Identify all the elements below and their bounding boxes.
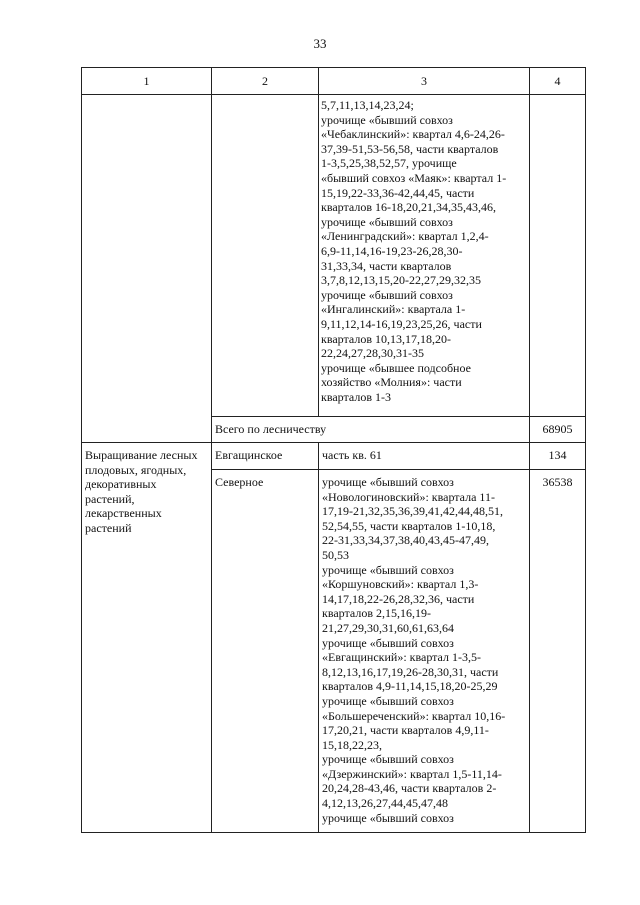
text-line: «Дзержинский»: квартал 1,5-11,14- xyxy=(322,766,502,781)
text-line: урочище «бывший совхоз xyxy=(322,693,454,708)
text-line: «Большереченский»: квартал 10,16- xyxy=(322,708,506,723)
text-line: 3,7,8,12,13,15,20-22,27,29,32,35 xyxy=(321,273,481,288)
section-rule xyxy=(81,442,585,443)
text-line: 9,11,12,14-16,19,23,25,26, части xyxy=(321,316,482,331)
text-line: 17,20,21, части кварталов 4,9,11- xyxy=(322,723,489,738)
text-line: кварталов 1-3 xyxy=(321,389,391,404)
text-line: 31,33,34, части кварталов xyxy=(321,258,452,273)
total-label: Всего по лесничеству xyxy=(215,422,327,436)
north-forestry: Северное xyxy=(215,475,264,489)
text-line: «Евгащинский»: квартал 1-3,5- xyxy=(322,650,481,665)
text-line: кварталов 2,15,16,19- xyxy=(322,606,431,621)
category-label xyxy=(85,448,197,536)
table-border-left xyxy=(81,67,82,833)
text-line: урочище «бывший совхоз xyxy=(321,214,453,229)
text-line: декоративных xyxy=(85,477,157,492)
text-line: урочище «бывший совхоз xyxy=(322,635,454,650)
text-line: кварталов 4,9-11,14,15,18,20-25,29 xyxy=(322,679,498,694)
text-line: урочище «бывший совхоз xyxy=(321,112,453,127)
text-line: плодовых, ягодных, xyxy=(85,462,187,477)
text-line: 50,53 xyxy=(322,547,349,562)
evgash-quarters: часть кв. 61 xyxy=(322,448,382,462)
text-line: кварталов 10,13,17,18,20- xyxy=(321,331,451,346)
north-area: 36538 xyxy=(542,475,573,489)
text-line: 21,27,29,30,31,60,61,63,64 xyxy=(322,620,454,635)
upper-row-quarters xyxy=(321,98,506,404)
col-divider-2-lower xyxy=(318,442,319,833)
text-line: 5,7,11,13,14,23,24; xyxy=(321,98,414,112)
text-line: 4,12,13,26,27,44,45,47,48 xyxy=(322,796,448,811)
text-line: растений xyxy=(85,520,132,535)
text-line: 6,9-11,14,16-19,23-26,28,30- xyxy=(321,243,463,258)
table-border-top xyxy=(81,67,585,68)
text-line: 20,24,28-43,46, части кварталов 2- xyxy=(322,781,497,796)
text-line: «Ленинградский»: квартал 1,2,4- xyxy=(321,229,489,244)
text-line: хозяйство «Молния»: части xyxy=(321,375,462,390)
text-line: 52,54,55, части кварталов 1-10,18, xyxy=(322,518,496,533)
text-line: 17,19-21,32,35,36,39,41,42,44,48,51, xyxy=(322,504,503,519)
text-line: 8,12,13,16,17,19,26-28,30,31, части xyxy=(322,664,499,679)
text-line: кварталов 16-18,20,21,34,35,43,46, xyxy=(321,200,496,215)
evgash-area: 134 xyxy=(548,448,567,462)
text-line: «Чебаклинский»: квартал 4,6-24,26- xyxy=(321,127,505,142)
col-divider-2-upper xyxy=(318,67,319,417)
table-border-bottom xyxy=(81,832,585,833)
text-line: 22-31,33,34,37,38,40,43,45-47,49, xyxy=(322,533,489,548)
header-col-4: 4 xyxy=(554,74,561,88)
total-value: 68905 xyxy=(542,422,573,436)
north-quarters xyxy=(322,475,505,825)
header-col-2: 2 xyxy=(262,74,268,88)
text-line: 37,39-51,53-56,58, части кварталов xyxy=(321,141,499,156)
text-line: 14,17,18,22-26,28,32,36, части xyxy=(322,591,475,606)
text-line: «Ингалинский»: квартала 1- xyxy=(321,302,466,317)
header-bottom-rule xyxy=(81,94,585,95)
text-line: лекарственных xyxy=(85,506,162,521)
text-line: урочище «бывший совхоз xyxy=(322,562,454,577)
text-line: урочище «бывший совхоз xyxy=(322,752,454,767)
text-line: «Коршуновский»: квартал 1,3- xyxy=(322,577,479,592)
text-line: 22,24,27,28,30,31-35 xyxy=(321,346,424,361)
text-line: урочище «бывшее подсобное xyxy=(321,360,471,375)
header-col-1: 1 xyxy=(143,74,150,88)
text-line: урочище «бывший совхоз xyxy=(321,287,453,302)
text-line: «Новологиновский»: квартала 11- xyxy=(322,489,495,504)
page-number: 33 xyxy=(313,36,327,51)
text-line: 1-3,5,25,38,52,57, урочище xyxy=(321,156,457,171)
text-line: 15,19,22-33,36-42,44,45, части xyxy=(321,185,475,200)
evgash-forestry: Евгащинское xyxy=(215,448,283,462)
text-line: Выращивание лесных xyxy=(85,448,198,462)
text-line: «бывший совхоз «Маяк»: квартал 1- xyxy=(321,170,507,185)
text-line: 15,18,22,23, xyxy=(322,737,382,752)
table-border-right xyxy=(585,67,586,833)
col-divider-1 xyxy=(211,67,212,833)
text-line: урочище «бывший совхоз xyxy=(322,475,454,489)
text-line: урочище «бывший совхоз xyxy=(322,810,454,825)
header-col-3: 3 xyxy=(421,74,427,88)
text-line: растений, xyxy=(85,491,135,506)
